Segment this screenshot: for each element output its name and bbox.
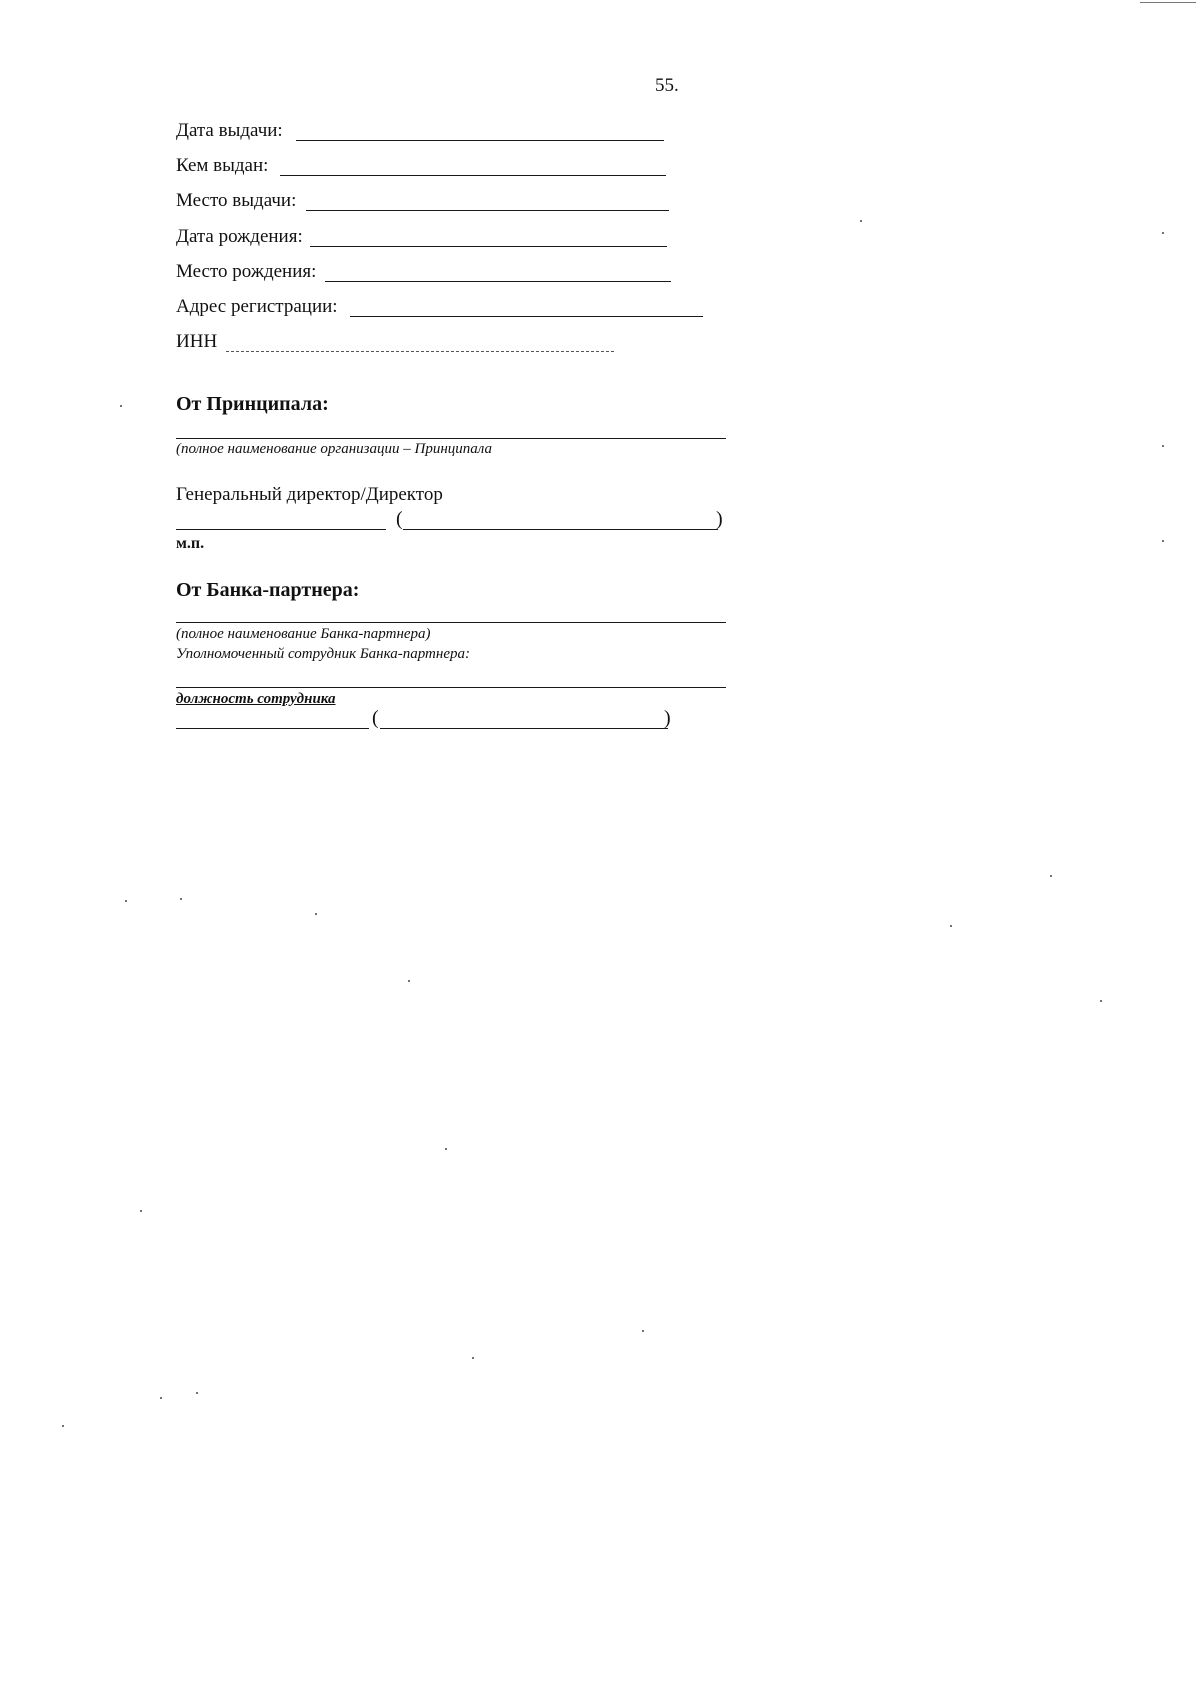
field-label-issue-date: Дата выдачи: bbox=[176, 120, 283, 141]
bank-name-caption: (полное наименование Банка-партнера) bbox=[176, 626, 431, 642]
bank-employee-caption: Уполномоченный сотрудник Банка-партнера: bbox=[176, 646, 470, 662]
field-line-registration-address[interactable] bbox=[350, 316, 703, 317]
scan-speck bbox=[125, 900, 127, 902]
field-label-birth-place: Место рождения: bbox=[176, 261, 317, 282]
bank-heading: От Банка-партнера: bbox=[176, 579, 360, 601]
bank-name-line[interactable] bbox=[176, 622, 726, 623]
scan-speck bbox=[62, 1425, 64, 1427]
page-number: 55. bbox=[655, 75, 679, 96]
scan-speck bbox=[180, 898, 182, 900]
scan-speck bbox=[1162, 540, 1164, 542]
scan-speck bbox=[120, 405, 122, 407]
scan-speck bbox=[445, 1148, 447, 1150]
scan-speck bbox=[860, 220, 862, 222]
principal-paren-open: ( bbox=[396, 508, 403, 530]
scan-speck bbox=[160, 1397, 162, 1399]
scan-edge-mark bbox=[1140, 2, 1196, 3]
scan-speck bbox=[1100, 1000, 1102, 1002]
field-line-issue-date[interactable] bbox=[296, 140, 664, 141]
scan-speck bbox=[472, 1357, 474, 1359]
principal-stamp-label: м.п. bbox=[176, 535, 205, 552]
scan-speck bbox=[1162, 232, 1164, 234]
principal-paren-close: ) bbox=[716, 508, 723, 530]
scan-speck bbox=[1050, 875, 1052, 877]
field-line-inn[interactable] bbox=[226, 351, 614, 352]
scan-speck bbox=[408, 980, 410, 982]
field-label-birth-date: Дата рождения: bbox=[176, 226, 303, 247]
field-line-issued-by[interactable] bbox=[280, 175, 666, 176]
field-label-registration-address: Адрес регистрации: bbox=[176, 296, 338, 317]
scan-speck bbox=[196, 1392, 198, 1394]
scan-speck bbox=[950, 925, 952, 927]
principal-signature-line[interactable] bbox=[176, 529, 386, 530]
field-line-birth-date[interactable] bbox=[310, 246, 667, 247]
bank-signature-line[interactable] bbox=[176, 728, 369, 729]
field-line-birth-place[interactable] bbox=[325, 281, 671, 282]
scan-speck bbox=[1162, 445, 1164, 447]
field-label-issue-place: Место выдачи: bbox=[176, 190, 297, 211]
principal-heading: От Принципала: bbox=[176, 393, 329, 415]
principal-name-line[interactable] bbox=[403, 529, 718, 530]
bank-name-sign-line[interactable] bbox=[380, 728, 668, 729]
principal-org-caption: (полное наименование организации – Принципала bbox=[176, 441, 493, 457]
bank-employee-line[interactable] bbox=[176, 687, 726, 688]
principal-org-name-line[interactable] bbox=[176, 438, 726, 439]
bank-paren-open: ( bbox=[372, 707, 379, 729]
bank-position-caption: должность сотрудника bbox=[176, 691, 336, 707]
bank-paren-close: ) bbox=[664, 707, 671, 729]
scan-speck bbox=[642, 1330, 644, 1332]
principal-position: Генеральный директор/Директор bbox=[176, 484, 443, 505]
field-line-issue-place[interactable] bbox=[306, 210, 669, 211]
scan-speck bbox=[315, 913, 317, 915]
field-label-inn: ИНН bbox=[176, 331, 218, 352]
field-label-issued-by: Кем выдан: bbox=[176, 155, 269, 176]
scan-speck bbox=[140, 1210, 142, 1212]
